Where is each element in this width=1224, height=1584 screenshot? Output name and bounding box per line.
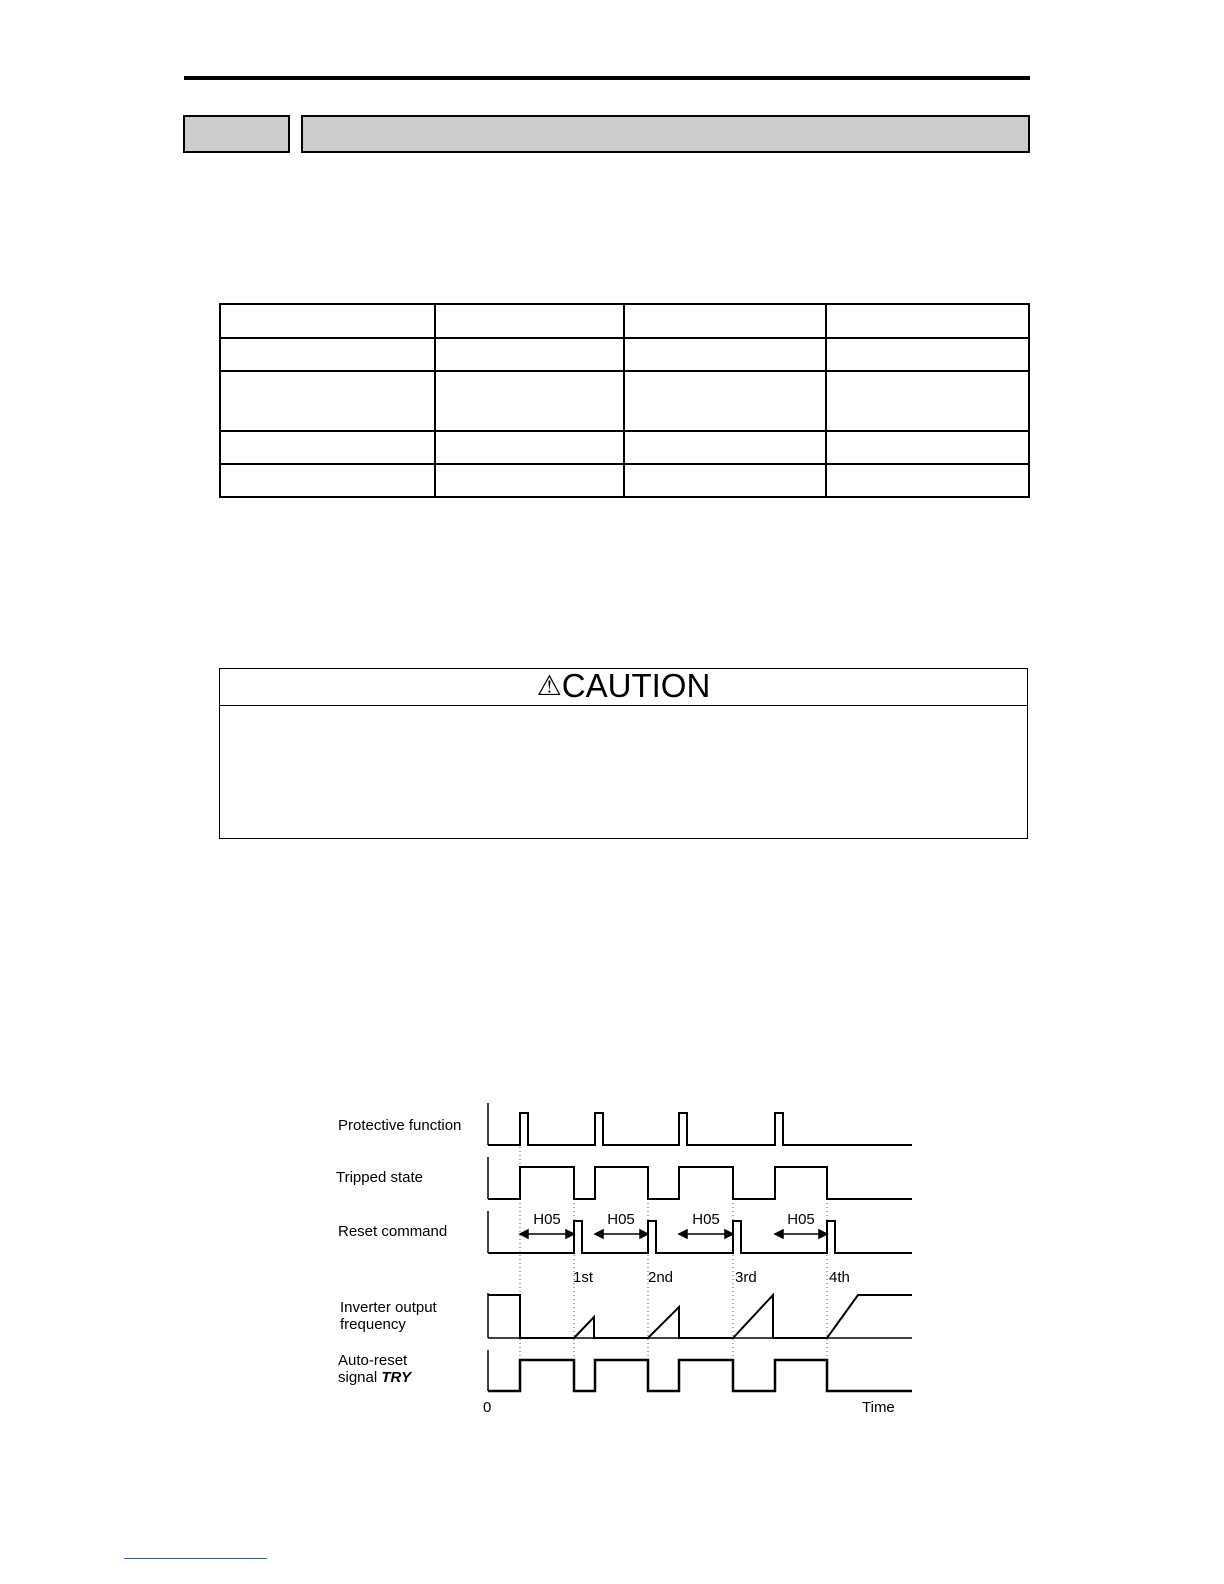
section-title-box: [301, 115, 1030, 153]
table-cell: [435, 464, 624, 497]
parameter-table: [219, 303, 1030, 498]
arrowhead-left: [679, 1230, 687, 1238]
waveform-protective-function: [488, 1113, 912, 1145]
table-cell: [826, 338, 1029, 371]
retry-label-2nd: 2nd: [648, 1269, 674, 1286]
signal-label-protective-function: Protective function: [338, 1117, 462, 1134]
retry-label-1st: 1st: [573, 1269, 594, 1286]
caution-body: [220, 706, 1027, 726]
table-cell: [624, 431, 826, 464]
interval-label: H05: [692, 1211, 720, 1228]
table-cell: [826, 371, 1029, 431]
table-row: [220, 338, 1029, 371]
table-cell: [624, 304, 826, 338]
arrowhead-right: [819, 1230, 827, 1238]
signal-label-tripped-state: Tripped state: [336, 1169, 423, 1186]
section-code-box: [183, 115, 290, 153]
interval-label: H05: [533, 1211, 561, 1228]
interval-label: H05: [787, 1211, 815, 1228]
table-cell: [220, 371, 435, 431]
signal-label-auto-reset: Auto-reset: [338, 1352, 408, 1369]
signal-label-try: [338, 1369, 413, 1386]
table-cell: [826, 304, 1029, 338]
time-axis-label: Time: [862, 1399, 895, 1416]
table-cell: [435, 371, 624, 431]
table-row: [220, 431, 1029, 464]
table-cell: [624, 371, 826, 431]
table-cell: [624, 464, 826, 497]
arrowhead-left: [595, 1230, 603, 1238]
table-cell: [435, 431, 624, 464]
caution-header: [220, 669, 1027, 706]
arrowhead-left: [520, 1230, 528, 1238]
table-row: [220, 464, 1029, 497]
table-row: [220, 304, 1029, 338]
table-cell: [220, 338, 435, 371]
table-cell: [220, 464, 435, 497]
arrowhead-right: [725, 1230, 733, 1238]
arrowhead-left: [775, 1230, 783, 1238]
table-cell: [435, 304, 624, 338]
warning-triangle-icon: ⚠: [536, 670, 562, 701]
caution-title: CAUTION: [561, 667, 711, 704]
waveform-inverter-frequency: [488, 1295, 912, 1338]
table-cell: [826, 464, 1029, 497]
table-cell: [435, 338, 624, 371]
signal-label-reset-command: Reset command: [338, 1223, 448, 1240]
waveform-try-signal: [488, 1360, 912, 1391]
auto-reset-timing-diagram: [320, 1095, 920, 1420]
retry-label-4th: 4th: [829, 1269, 850, 1286]
signal-label-try-name: TRY: [381, 1369, 412, 1386]
signal-label-inverter-output: Inverter output: [340, 1299, 437, 1316]
table-cell: [220, 431, 435, 464]
table-cell: [220, 304, 435, 338]
table-row: [220, 371, 1029, 431]
footnote-rule: [124, 1558, 267, 1559]
table-cell: [624, 338, 826, 371]
arrowhead-right: [640, 1230, 648, 1238]
retry-label-3rd: 3rd: [735, 1269, 757, 1286]
interval-label: H05: [607, 1211, 635, 1228]
waveform-tripped-state: [488, 1167, 912, 1199]
header-rule: [184, 76, 1030, 80]
signal-label-frequency: frequency: [340, 1316, 406, 1333]
table-cell: [826, 431, 1029, 464]
signal-label-prefix: signal: [338, 1369, 382, 1386]
arrowhead-right: [566, 1230, 574, 1238]
caution-box: [219, 668, 1028, 839]
time-origin-label: 0: [483, 1399, 492, 1416]
